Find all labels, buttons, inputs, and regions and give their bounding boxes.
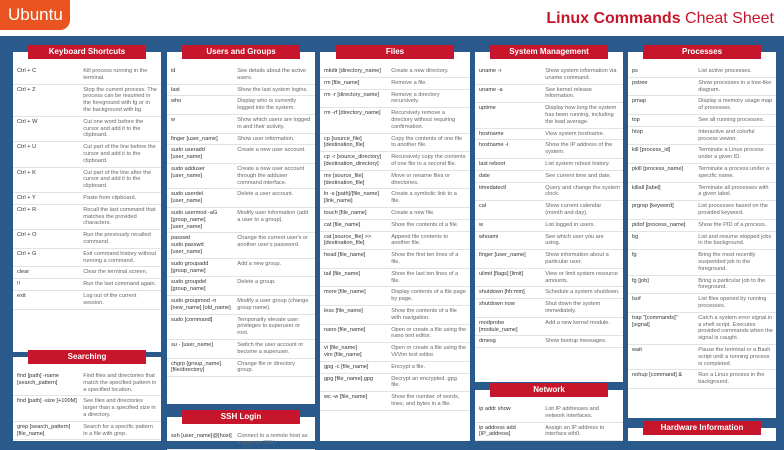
command-row: [13, 249, 161, 268]
command-row: [320, 134, 470, 153]
command-description: See files and directories larger than a specified size in a directory.: [83, 398, 156, 418]
column-processes: [628, 47, 776, 418]
command-row: [475, 171, 623, 183]
command-description: Show processes in a tree-like diagram.: [698, 79, 772, 93]
command-description: Terminate a Linux process under a given ID.: [698, 147, 764, 161]
command-row: [167, 134, 315, 146]
command-row: [167, 189, 315, 208]
command-row: [13, 142, 161, 167]
command-row: [167, 315, 315, 340]
command-description: List active processes.: [698, 68, 752, 74]
command-description: Decrypt an encrypted .gpg file.: [391, 375, 457, 389]
command-row: [475, 423, 623, 442]
command-name: find [path] -name [search_pattern]: [17, 373, 59, 386]
command-name: less [file_name]: [324, 307, 363, 314]
command-description: Show the last ten lines of a file.: [391, 270, 459, 284]
command-row: [167, 277, 315, 296]
command-row: [628, 313, 776, 345]
command-name: pkill [process_name]: [632, 165, 683, 172]
command-name: uname -a: [479, 86, 503, 93]
command-row: [628, 232, 776, 251]
command-row: [320, 287, 470, 306]
command-description: Change the current user's or another user's password.: [237, 235, 308, 249]
command-name: finger [user_name]: [479, 252, 526, 259]
command-row: [628, 96, 776, 115]
command-description: Encrypt a file.: [391, 363, 426, 370]
command-row: [13, 168, 161, 193]
command-row: [628, 66, 776, 78]
command-description: Create a new directory.: [391, 68, 449, 74]
command-description: Add a new kernel module.: [545, 319, 610, 326]
command-name: cat [source_file] >> [destination_file]: [324, 233, 372, 247]
column-keyboard: [13, 47, 161, 352]
command-name: grep [search_pattern] [file_name]: [17, 423, 71, 437]
command-row: [13, 279, 161, 291]
command-description: Clear the terminal screen.: [83, 269, 148, 276]
command-name: date: [479, 172, 490, 179]
command-name: modprobe [module_name]: [479, 319, 518, 333]
command-description: Show the PID of a process.: [698, 221, 767, 228]
command-name: uptime: [479, 105, 496, 112]
command-row: [475, 103, 623, 128]
command-name: find [path] -size [+100M]: [17, 398, 77, 405]
command-description: Kill process running in the terminal.: [83, 68, 148, 81]
command-description: Delete a group.: [237, 279, 276, 286]
column-users: [167, 47, 315, 404]
sysmgmt-list: [475, 66, 623, 348]
command-row: [628, 183, 776, 202]
command-row: [628, 276, 776, 295]
command-description: Terminate a process under a specific name.: [698, 165, 770, 179]
command-description: Log out of the current session.: [83, 292, 137, 306]
command-row: [475, 250, 623, 269]
column-ssh: [167, 412, 315, 446]
command-name: !!: [17, 281, 21, 288]
command-name: Ctrl + R: [17, 206, 37, 213]
command-row: [320, 220, 470, 232]
command-description: Pause the terminal or a Bash script until a running process is completed.: [698, 346, 771, 367]
command-name: rm -r [directory_name]: [324, 91, 380, 98]
command-row: [475, 220, 623, 232]
command-description: Paste from clipboard.: [83, 194, 137, 201]
command-description: Bring a particular job to the foreground.: [698, 277, 766, 291]
column-sysmgmt: [475, 47, 623, 382]
command-description: Show the contents of a file.: [391, 221, 459, 228]
command-name: prgrep [keyword]: [632, 203, 674, 210]
command-row: [320, 362, 470, 374]
command-name: rm [file_name]: [324, 79, 360, 86]
command-name: cal: [479, 203, 487, 210]
command-name: ps: [632, 68, 638, 74]
command-name: kill [process_id]: [632, 147, 671, 154]
command-row: [13, 205, 161, 230]
command-description: Connect to a remote host as a user via SSH.: [237, 433, 308, 446]
command-description: Recall the last command that matches the provided characters.: [83, 206, 156, 227]
command-row: [13, 230, 161, 249]
command-name: ip address add [IP_address]: [479, 424, 516, 438]
files-list: [320, 66, 470, 411]
command-row: [628, 345, 776, 370]
command-description: Search for a specific pattern in a file with grep.: [83, 423, 153, 437]
command-description: Run a Linux process in the background.: [698, 372, 765, 386]
command-description: List IP addresses and network interfaces.: [545, 406, 599, 419]
command-name: Ctrl + W: [17, 118, 38, 125]
processes-list: [628, 66, 776, 389]
command-name: more [file_name]: [324, 289, 366, 296]
command-name: sudo useradd [user_name]: [171, 147, 205, 161]
command-name: pidof [process_name]: [632, 221, 686, 228]
command-row: [13, 422, 161, 441]
command-row: [320, 392, 470, 411]
section-title-keyboard: Keyboard Shortcuts: [28, 45, 146, 59]
command-row: [475, 129, 623, 141]
command-row: [13, 193, 161, 205]
command-row: [320, 374, 470, 393]
command-name: tail [file_name]: [324, 270, 361, 277]
column-files: [320, 47, 470, 441]
page-header: [0, 0, 784, 36]
command-description: Show which users are logged in and their activity.: [237, 116, 311, 130]
command-description: Stop the current process. The process can be resumed in the foreground with fg or in the background with bg: [83, 86, 157, 113]
command-name: sudo adduser [user_name]: [171, 165, 205, 179]
command-row: [475, 66, 623, 85]
command-name: fg: [632, 252, 637, 259]
command-row: [475, 287, 623, 299]
command-row: [167, 259, 315, 278]
page-title-light: Cheat Sheet: [680, 10, 774, 27]
section-title-processes: Processes: [643, 45, 761, 59]
command-description: View or limit system resource amounts.: [545, 270, 618, 284]
command-description: Display who is currently logged into the system.: [237, 98, 297, 112]
command-name: Ctrl + U: [17, 144, 37, 151]
column-hardware: [628, 423, 776, 441]
command-name: mkdir [directory_name]: [324, 68, 381, 74]
command-name: sudo groupadd [group_name]: [171, 260, 209, 274]
command-row: [475, 232, 623, 251]
command-description: List files opened by running processes.: [698, 296, 767, 309]
command-row: [475, 85, 623, 104]
command-row: [320, 306, 470, 325]
page-title-bold: Linux Commands: [546, 10, 681, 27]
command-name: timedatectl: [479, 184, 507, 191]
command-description: Move or rename files or directories.: [391, 172, 450, 186]
command-description: See details about the active users.: [237, 68, 306, 81]
command-name: gpg -c [file_name]: [324, 363, 369, 370]
command-name: Ctrl + Y: [17, 194, 36, 201]
command-description: Run the last command again.: [83, 281, 157, 288]
command-name: htop: [632, 128, 643, 135]
command-description: Display contents of a file page by page.: [391, 289, 466, 303]
command-name: cp -r [source_directory] [destination_directory]: [324, 154, 382, 167]
command-row: [320, 66, 470, 78]
command-description: Show the number of words, lines, and bytes in a file.: [391, 394, 460, 407]
command-description: Terminate all processes with a given label.: [698, 184, 769, 198]
command-name: sudo groupdel [group_name]: [171, 279, 207, 293]
command-name: ip addr show: [479, 406, 511, 412]
section-title-users: Users and Groups: [182, 45, 300, 59]
command-row: [167, 115, 315, 134]
command-row: [13, 371, 161, 396]
command-description: List processes based on the provided keyword.: [698, 203, 768, 216]
command-row: [628, 250, 776, 275]
command-name: su - [user_name]: [171, 341, 213, 348]
command-row: [13, 291, 161, 310]
command-description: Modify user information (add a user to a group).: [237, 209, 309, 223]
command-description: Add a new group.: [237, 260, 282, 267]
command-description: List logged in users.: [545, 221, 596, 228]
command-description: Create a new user account through the adduser command interface.: [237, 165, 305, 186]
command-row: [475, 299, 623, 318]
command-description: Show the first ten lines of a file.: [391, 252, 459, 265]
command-name: Ctrl + K: [17, 169, 36, 176]
command-name: w: [479, 221, 484, 228]
command-name: ulimit [flags] [limit]: [479, 270, 524, 277]
command-description: Create a symbolic link to a file.: [391, 191, 457, 205]
command-description: Show the contents of a file with navigation.: [391, 307, 457, 321]
command-description: View system hostname.: [545, 130, 605, 137]
command-row: [628, 201, 776, 220]
command-name: vi [file_name] vim [file_name]: [324, 345, 362, 358]
command-description: Display how long the system has been running, including the load average.: [545, 105, 617, 125]
command-name: Ctrl + Z: [17, 86, 36, 93]
command-description: Create a new user account.: [237, 147, 306, 154]
command-row: [320, 232, 470, 251]
searching-list: [13, 371, 161, 440]
command-row: [628, 115, 776, 127]
command-description: Append file contents to another file.: [391, 233, 449, 247]
command-row: [320, 78, 470, 90]
command-description: Show current calendar (month and day).: [545, 203, 602, 216]
command-name: shutdown [hh:mm]: [479, 289, 525, 296]
command-description: Modify a user group (change group name).: [237, 297, 309, 311]
section-title-network: Network: [490, 383, 608, 397]
network-list: [475, 404, 623, 441]
command-row: [167, 208, 315, 233]
command-row: [320, 269, 470, 288]
command-description: Show information about a particular user.: [545, 252, 609, 265]
command-description: Interactive and colorful process viewer.: [698, 128, 755, 142]
command-description: Cut part of the line before the cursor and add it to the clipboard.: [83, 144, 156, 164]
command-description: Temporarily elevate user privileges to superuser or root.: [237, 316, 301, 337]
command-row: [628, 78, 776, 97]
command-row: [475, 183, 623, 202]
command-description: Create a new file.: [391, 209, 435, 216]
command-name: lsof: [632, 296, 641, 303]
section-title-files: Files: [336, 45, 454, 59]
command-description: Delete a user account.: [237, 191, 294, 198]
command-description: See current time and date.: [545, 172, 612, 179]
command-name: id: [171, 68, 176, 74]
command-description: Change file or directory group.: [237, 360, 296, 374]
command-name: nohup [command] &: [632, 372, 683, 379]
command-description: Show user information.: [237, 135, 295, 142]
command-name: hostname: [479, 130, 504, 137]
command-name: whoami: [479, 233, 499, 240]
command-name: ssh [user_name]@[host]: [171, 433, 232, 439]
column-network: [475, 385, 623, 441]
command-description: List and resume stopped jobs in the background.: [698, 233, 772, 247]
command-name: uname -r: [479, 68, 502, 74]
command-name: last: [171, 86, 180, 93]
command-description: Recursively remove a directory without requiring confirmation.: [391, 110, 456, 130]
command-name: pmap: [632, 98, 646, 105]
column-searching: [13, 352, 161, 441]
command-row: [13, 85, 161, 117]
command-row: [13, 117, 161, 142]
command-description: Exit command history without running a command.: [83, 250, 157, 264]
command-name: killall [label]: [632, 184, 661, 191]
section-title-searching: Searching: [28, 350, 146, 364]
command-name: pstree: [632, 79, 648, 86]
ssh-list: [167, 431, 315, 450]
command-row: [167, 145, 315, 164]
command-row: [320, 108, 470, 133]
command-name: clear: [17, 269, 30, 276]
command-name: wc -w [file_name]: [324, 394, 368, 401]
command-row: [167, 359, 315, 378]
command-row: [13, 267, 161, 279]
command-row: [628, 220, 776, 232]
command-name: chgrp [group_name] [file/directory]: [171, 360, 222, 374]
ubuntu-logo: [0, 0, 70, 30]
section-title-sysmgmt: System Management: [490, 45, 608, 59]
command-name: Ctrl + O: [17, 232, 37, 239]
command-description: See all running processes.: [698, 116, 765, 123]
command-description: Remove a directory recursively.: [391, 91, 440, 105]
command-description: Display a memory usage map of processes.: [698, 98, 773, 112]
command-description: Show the IP address of the system.: [545, 142, 613, 156]
command-row: [475, 269, 623, 288]
command-row: [320, 171, 470, 190]
command-row: [167, 85, 315, 97]
command-name: exit: [17, 292, 26, 299]
command-row: [320, 189, 470, 208]
command-name: sudo usermod -aG [group_name] [user_name]: [171, 209, 218, 230]
command-description: See which user you are using.: [545, 233, 604, 247]
command-row: [167, 233, 315, 258]
command-row: [628, 370, 776, 389]
command-row: [13, 396, 161, 421]
users-list: [167, 66, 315, 377]
command-description: Show bootup messages.: [545, 338, 607, 345]
command-description: Recursively copy the contents of one file to a second file.: [391, 154, 466, 167]
command-name: head [file_name]: [324, 252, 366, 259]
command-name: fg [job]: [632, 277, 649, 284]
command-description: Show the last system logins.: [237, 86, 308, 93]
command-row: [475, 318, 623, 337]
command-description: Catch a system error signal in a shell script. Executes provided commands when the signal is caught.: [698, 314, 773, 342]
command-description: Cut one word before the cursor and add it to the clipboard.: [83, 118, 144, 139]
command-row: [628, 294, 776, 313]
command-name: Ctrl + G: [17, 250, 37, 257]
keyboard-list: [13, 66, 161, 310]
command-description: See kernel release information.: [545, 86, 592, 100]
command-row: [320, 208, 470, 220]
command-name: last reboot: [479, 160, 506, 167]
command-name: hostname -i: [479, 142, 509, 149]
command-row: [167, 66, 315, 85]
command-description: List system reboot history.: [545, 160, 610, 167]
command-row: [320, 90, 470, 109]
command-name: sudo userdel [user_name]: [171, 191, 204, 205]
section-title-ssh: SSH Login: [182, 410, 300, 424]
command-row: [320, 250, 470, 269]
command-name: mv [source_file] [destination_file]: [324, 172, 365, 186]
command-description: Remove a file.: [391, 79, 427, 86]
command-row: [13, 66, 161, 85]
command-name: cp [source_file] [destination_file]: [324, 135, 365, 149]
command-row: [167, 340, 315, 359]
command-name: nano [file_name]: [324, 326, 366, 333]
command-row: [320, 152, 470, 171]
command-description: Shut down the system immediately.: [545, 301, 601, 314]
command-description: Cut part of the line after the cursor and add it to the clipboard.: [83, 169, 152, 190]
command-row: [475, 336, 623, 348]
command-name: Ctrl + C: [17, 68, 37, 74]
command-name: who: [171, 98, 182, 105]
page-title: [546, 10, 774, 28]
command-description: Assign an IP address to interface eth0.: [545, 424, 605, 438]
section-title-hardware: Hardware Information: [643, 421, 761, 435]
command-row: [167, 96, 315, 115]
command-name: trap "[commands]" [signal]: [632, 314, 678, 328]
command-row: [475, 159, 623, 171]
command-description: Bring the most recently suspended job to the foreground.: [698, 252, 756, 272]
command-name: bg: [632, 233, 639, 240]
command-row: [475, 201, 623, 220]
command-row: [628, 145, 776, 164]
command-description: Copy the contents of one file to another file.: [391, 135, 463, 149]
command-row: [167, 164, 315, 189]
command-row: [475, 404, 623, 423]
command-row: [320, 343, 470, 362]
command-row: [628, 127, 776, 146]
command-row: [167, 296, 315, 315]
command-description: Show system information via uname command.: [545, 68, 617, 81]
command-name: wait: [632, 346, 642, 353]
command-name: sudo groupmod -n [new_name] [old_name]: [171, 297, 231, 311]
command-description: Query and change the system clock.: [545, 184, 620, 198]
command-description: Run the previously recalled command.: [83, 232, 151, 245]
command-name: touch [file_name]: [324, 209, 367, 216]
command-row: [475, 140, 623, 159]
command-name: ln -s [path]/[file_name] [link_name]: [324, 191, 380, 205]
command-row: [167, 431, 315, 450]
command-name: finger [user_name]: [171, 135, 218, 142]
command-name: gpg [file_name].gpg: [324, 375, 374, 382]
command-name: rm -rf [directory_name]: [324, 110, 381, 117]
logo-text: Ubuntu: [8, 5, 63, 24]
command-name: cat [file_name]: [324, 221, 361, 228]
command-name: shutdown now: [479, 301, 515, 308]
command-description: Find files and directories that match the specified pattern in a specified location.: [83, 373, 157, 393]
command-name: sudo [command]: [171, 316, 213, 323]
command-description: Open or create a file using the nano text editor.: [391, 326, 467, 340]
command-row: [320, 325, 470, 344]
command-row: [628, 164, 776, 183]
command-description: Switch the user account or become a superuser.: [237, 341, 304, 355]
command-name: dmesg: [479, 338, 496, 345]
command-description: Open or create a file using the Vi/Vim text editor.: [391, 345, 467, 358]
command-description: Schedule a system shutdown.: [545, 289, 620, 296]
command-name: top: [632, 116, 640, 123]
command-name: w: [171, 116, 176, 123]
command-name: passwd sudo passwd [user_name]: [171, 235, 204, 255]
